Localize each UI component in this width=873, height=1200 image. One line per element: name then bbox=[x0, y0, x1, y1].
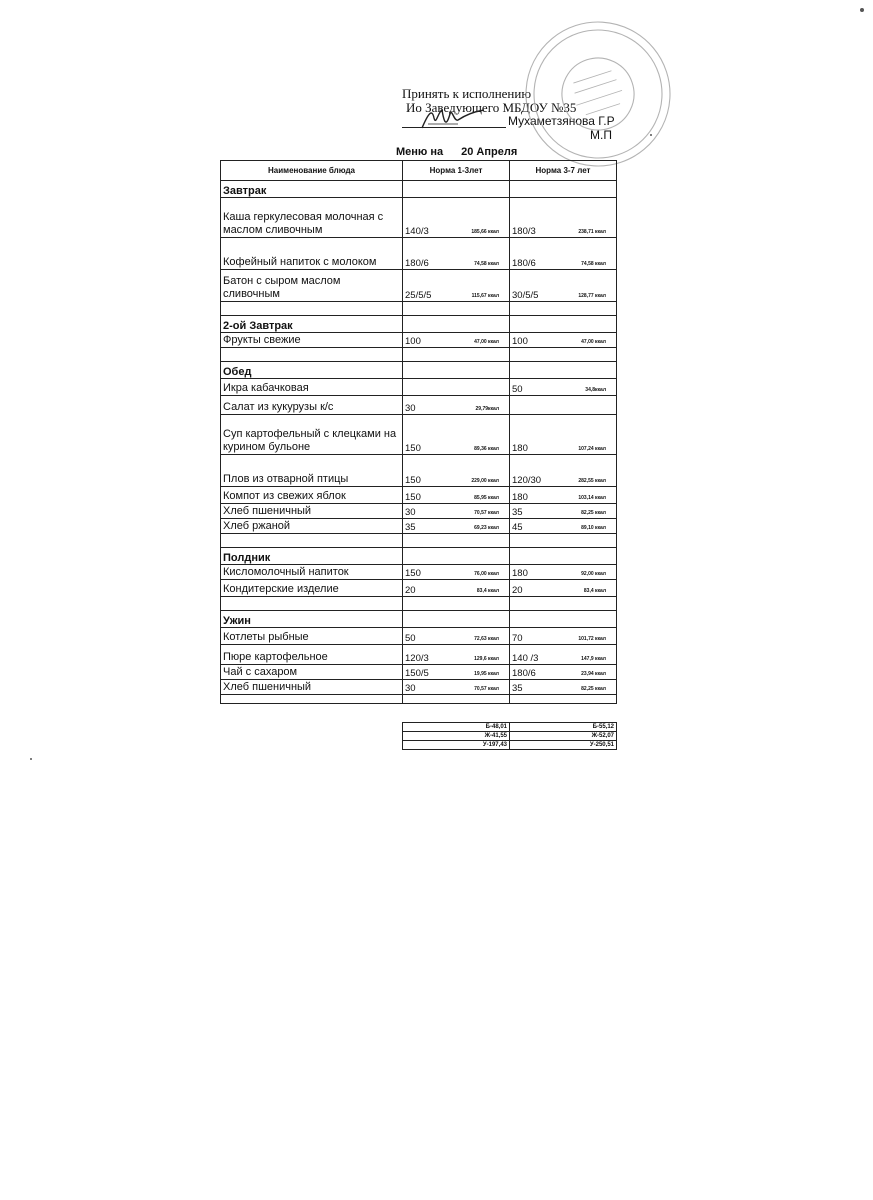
portion-kcal: 29,79ккал bbox=[475, 406, 499, 412]
empty-cell bbox=[403, 348, 510, 362]
official-stamp bbox=[518, 14, 678, 174]
dish-name: Кондитерские изделие bbox=[221, 580, 403, 597]
spacer-row bbox=[221, 302, 617, 316]
portion-kcal: 83,4 ккал bbox=[583, 588, 606, 594]
dish-name: Чай с сахаром bbox=[221, 665, 403, 680]
section-row bbox=[221, 316, 617, 333]
table-row bbox=[221, 333, 617, 348]
column-header-age-3-7: Норма 3-7 лет bbox=[510, 161, 617, 181]
dish-name: Батон с сыром маслом сливочным bbox=[221, 270, 403, 302]
portion-grams: 30/5/5 bbox=[512, 290, 539, 301]
empty-cell bbox=[510, 348, 617, 362]
portion-kcal: 76,00 ккал bbox=[474, 571, 499, 577]
portion-kcal: 229,00 ккал bbox=[471, 478, 499, 484]
section-row bbox=[221, 362, 617, 379]
portion-grams: 100 bbox=[512, 336, 528, 347]
portion-grams: 180/6 bbox=[512, 258, 536, 269]
portion-cell-3-7 bbox=[510, 415, 617, 455]
portion-kcal: 129,6 ккал bbox=[474, 656, 499, 662]
table-row bbox=[221, 504, 617, 519]
dish-name: Хлеб пшеничный bbox=[221, 504, 403, 519]
portion-cell-1-3 bbox=[403, 665, 510, 680]
empty-cell bbox=[403, 302, 510, 316]
spacer-row bbox=[221, 597, 617, 611]
portion-cell-1-3 bbox=[403, 415, 510, 455]
portion-kcal: 23,94 ккал bbox=[581, 671, 606, 677]
portion-kcal: 47,00 ккал bbox=[581, 339, 606, 345]
portion-grams: 45 bbox=[512, 522, 523, 533]
portion-grams: 70 bbox=[512, 633, 523, 644]
table-row bbox=[221, 238, 617, 270]
portion-grams: 35 bbox=[512, 507, 523, 518]
portion-grams: 150 bbox=[405, 475, 421, 486]
portion-kcal: 74,58 ккал bbox=[474, 261, 499, 267]
table-row bbox=[221, 565, 617, 580]
empty-cell bbox=[510, 548, 617, 565]
portion-cell-1-3 bbox=[403, 238, 510, 270]
portion-kcal: 101,72 ккал bbox=[578, 636, 606, 642]
portion-grams: 180/6 bbox=[405, 258, 429, 269]
dish-name: Икра кабачковая bbox=[221, 379, 403, 396]
empty-cell bbox=[403, 316, 510, 333]
portion-grams: 50 bbox=[512, 384, 523, 395]
empty-cell bbox=[403, 534, 510, 548]
portion-grams: 30 bbox=[405, 403, 416, 414]
table-row bbox=[221, 455, 617, 487]
spacer-row bbox=[221, 695, 617, 704]
empty-cell bbox=[403, 548, 510, 565]
portion-kcal: 115,67 ккал bbox=[471, 293, 499, 299]
portion-cell-3-7 bbox=[510, 396, 617, 415]
portion-cell-1-3 bbox=[403, 198, 510, 238]
portion-kcal: 92,00 ккал bbox=[581, 571, 606, 577]
section-row bbox=[221, 181, 617, 198]
portion-cell-1-3 bbox=[403, 487, 510, 504]
portion-cell-1-3 bbox=[403, 519, 510, 534]
dish-name: Хлеб ржаной bbox=[221, 519, 403, 534]
total-value-1-3: Б-48,01 bbox=[403, 723, 510, 732]
section-title: Ужин bbox=[221, 611, 403, 628]
dish-name: Суп картофельный с клецками на курином бульоне bbox=[221, 415, 403, 455]
portion-kcal: 70,57 ккал bbox=[474, 686, 499, 692]
portion-cell-3-7 bbox=[510, 270, 617, 302]
portion-grams: 25/5/5 bbox=[405, 290, 432, 301]
portion-cell-1-3 bbox=[403, 333, 510, 348]
section-title: Завтрак bbox=[221, 181, 403, 198]
table-row bbox=[221, 396, 617, 415]
portion-cell-3-7 bbox=[510, 198, 617, 238]
empty-cell bbox=[510, 316, 617, 333]
empty-cell bbox=[403, 611, 510, 628]
portion-kcal: 128,77 ккал bbox=[578, 293, 606, 299]
empty-cell bbox=[510, 534, 617, 548]
section-row bbox=[221, 611, 617, 628]
stamp-placeholder-mp: М.П bbox=[590, 128, 612, 142]
empty-cell bbox=[221, 348, 403, 362]
portion-grams: 35 bbox=[405, 522, 416, 533]
portion-kcal: 147,9 ккал bbox=[581, 656, 606, 662]
table-row bbox=[221, 665, 617, 680]
dish-name: Салат из кукурузы к/с bbox=[221, 396, 403, 415]
portion-cell-3-7 bbox=[510, 333, 617, 348]
portion-kcal: 69,23 ккал bbox=[474, 525, 499, 531]
portion-kcal: 74,58 ккал bbox=[581, 261, 606, 267]
portion-cell-1-3 bbox=[403, 628, 510, 645]
dish-name: Плов из отварной птицы bbox=[221, 455, 403, 487]
total-value-1-3: У-197,43 bbox=[403, 741, 510, 750]
empty-cell bbox=[510, 611, 617, 628]
approval-line-2: Ио Заведующего МБДОУ №35 bbox=[406, 100, 577, 115]
portion-kcal: 83,4 ккал bbox=[476, 588, 499, 594]
empty-cell bbox=[221, 302, 403, 316]
dish-name: Фрукты свежие bbox=[221, 333, 403, 348]
portion-cell-3-7 bbox=[510, 665, 617, 680]
empty-cell bbox=[510, 695, 617, 704]
scan-speck bbox=[30, 758, 32, 760]
approval-line-1: Принять к исполнению bbox=[402, 86, 532, 101]
portion-grams: 150 bbox=[405, 492, 421, 503]
dish-name: Хлеб пшеничный bbox=[221, 680, 403, 695]
table-row bbox=[221, 270, 617, 302]
portion-cell-1-3 bbox=[403, 270, 510, 302]
menu-title bbox=[396, 146, 517, 158]
dish-name: Кисломолочный напиток bbox=[221, 565, 403, 580]
portion-cell-3-7 bbox=[510, 580, 617, 597]
section-title: 2-ой Завтрак bbox=[221, 316, 403, 333]
portion-grams: 100 bbox=[405, 336, 421, 347]
table-row bbox=[221, 680, 617, 695]
signature bbox=[418, 104, 488, 134]
portion-kcal: 82,25 ккал bbox=[581, 686, 606, 692]
total-value-3-7: Ж-52,07 bbox=[510, 732, 617, 741]
portion-grams: 20 bbox=[405, 585, 416, 596]
menu-table bbox=[220, 160, 617, 704]
table-row bbox=[221, 198, 617, 238]
portion-cell-1-3 bbox=[403, 680, 510, 695]
dish-name: Котлеты рыбные bbox=[221, 628, 403, 645]
portion-cell-1-3 bbox=[403, 504, 510, 519]
portion-grams: 50 bbox=[405, 633, 416, 644]
portion-grams: 30 bbox=[405, 507, 416, 518]
table-row bbox=[221, 519, 617, 534]
section-title: Полдник bbox=[221, 548, 403, 565]
dish-name: Кофейный напиток с молоком bbox=[221, 238, 403, 270]
totals-row bbox=[403, 741, 617, 750]
portion-cell-1-3 bbox=[403, 645, 510, 665]
portion-kcal: 70,57 ккал bbox=[474, 510, 499, 516]
portion-kcal: 282,55 ккал bbox=[578, 478, 606, 484]
portion-grams: 180/6 bbox=[512, 668, 536, 679]
section-row bbox=[221, 548, 617, 565]
empty-cell bbox=[221, 695, 403, 704]
portion-cell-3-7 bbox=[510, 379, 617, 396]
portion-grams: 120/3 bbox=[405, 653, 429, 664]
portion-kcal: 47,00 ккал bbox=[474, 339, 499, 345]
total-value-1-3: Ж-41,55 bbox=[403, 732, 510, 741]
signer-name: Мухаметзянова Г.Р bbox=[508, 114, 615, 128]
portion-kcal: 34,8ккал bbox=[585, 387, 606, 393]
column-header-age-1-3: Норма 1-3лет bbox=[403, 161, 510, 181]
portion-grams: 180 bbox=[512, 568, 528, 579]
menu-date: 20 Апреля bbox=[461, 146, 518, 158]
empty-cell bbox=[221, 597, 403, 611]
table-row bbox=[221, 415, 617, 455]
dish-name: Компот из свежих яблок bbox=[221, 487, 403, 504]
section-title: Обед bbox=[221, 362, 403, 379]
portion-cell-3-7 bbox=[510, 519, 617, 534]
portion-kcal: 103,14 ккал bbox=[578, 495, 606, 501]
portion-cell-3-7 bbox=[510, 487, 617, 504]
portion-kcal: 85,95 ккал bbox=[474, 495, 499, 501]
dish-name: Пюре картофельное bbox=[221, 645, 403, 665]
empty-cell bbox=[510, 597, 617, 611]
menu-title-label: Меню на bbox=[396, 146, 444, 158]
portion-grams: 140/3 bbox=[405, 226, 429, 237]
totals-row bbox=[403, 732, 617, 741]
empty-cell bbox=[403, 695, 510, 704]
table-row bbox=[221, 379, 617, 396]
portion-grams: 180 bbox=[512, 443, 528, 454]
table-row bbox=[221, 645, 617, 665]
portion-kcal: 72,63 ккал bbox=[474, 636, 499, 642]
portion-cell-3-7 bbox=[510, 680, 617, 695]
portion-grams: 150/5 bbox=[405, 668, 429, 679]
portion-kcal: 185,66 ккал bbox=[471, 229, 499, 235]
portion-grams: 150 bbox=[405, 443, 421, 454]
empty-cell bbox=[403, 181, 510, 198]
empty-cell bbox=[403, 362, 510, 379]
portion-cell-1-3 bbox=[403, 565, 510, 580]
portion-grams: 140 /3 bbox=[512, 653, 539, 664]
portion-kcal: 89,10 ккал bbox=[581, 525, 606, 531]
table-row bbox=[221, 580, 617, 597]
total-value-3-7: Б-55,12 bbox=[510, 723, 617, 732]
portion-grams: 120/30 bbox=[512, 475, 542, 486]
empty-cell bbox=[221, 534, 403, 548]
table-header-row bbox=[221, 161, 617, 181]
portion-grams: 30 bbox=[405, 683, 416, 694]
portion-grams: 180 bbox=[512, 492, 528, 503]
scan-speck bbox=[860, 8, 864, 12]
totals-row bbox=[403, 723, 617, 732]
portion-grams: 20 bbox=[512, 585, 523, 596]
portion-cell-1-3 bbox=[403, 379, 510, 396]
portion-cell-1-3 bbox=[403, 396, 510, 415]
column-header-dish: Наименование блюда bbox=[221, 161, 403, 181]
nutrition-totals-body bbox=[403, 723, 617, 750]
nutrition-totals-table bbox=[402, 722, 617, 750]
total-value-3-7: У-250,51 bbox=[510, 741, 617, 750]
empty-cell bbox=[403, 597, 510, 611]
portion-cell-1-3 bbox=[403, 580, 510, 597]
portion-cell-3-7 bbox=[510, 504, 617, 519]
portion-kcal: 19,95 ккал bbox=[474, 671, 499, 677]
dish-name: Каша геркулесовая молочная с маслом сливочным bbox=[221, 198, 403, 238]
empty-cell bbox=[510, 181, 617, 198]
portion-cell-3-7 bbox=[510, 628, 617, 645]
portion-grams: 150 bbox=[405, 568, 421, 579]
portion-kcal: 107,24 ккал bbox=[578, 446, 606, 452]
table-row bbox=[221, 628, 617, 645]
portion-cell-3-7 bbox=[510, 238, 617, 270]
empty-cell bbox=[510, 362, 617, 379]
portion-grams: 180/3 bbox=[512, 226, 536, 237]
empty-cell bbox=[510, 302, 617, 316]
menu-body bbox=[221, 181, 617, 704]
portion-cell-3-7 bbox=[510, 455, 617, 487]
portion-kcal: 82,25 ккал bbox=[581, 510, 606, 516]
table-row bbox=[221, 487, 617, 504]
portion-cell-1-3 bbox=[403, 455, 510, 487]
spacer-row bbox=[221, 534, 617, 548]
scan-speck bbox=[650, 134, 652, 136]
portion-cell-3-7 bbox=[510, 645, 617, 665]
portion-cell-3-7 bbox=[510, 565, 617, 580]
spacer-row bbox=[221, 348, 617, 362]
portion-grams: 35 bbox=[512, 683, 523, 694]
portion-kcal: 238,71 ккал bbox=[578, 229, 606, 235]
portion-kcal: 89,36 ккал bbox=[474, 446, 499, 452]
